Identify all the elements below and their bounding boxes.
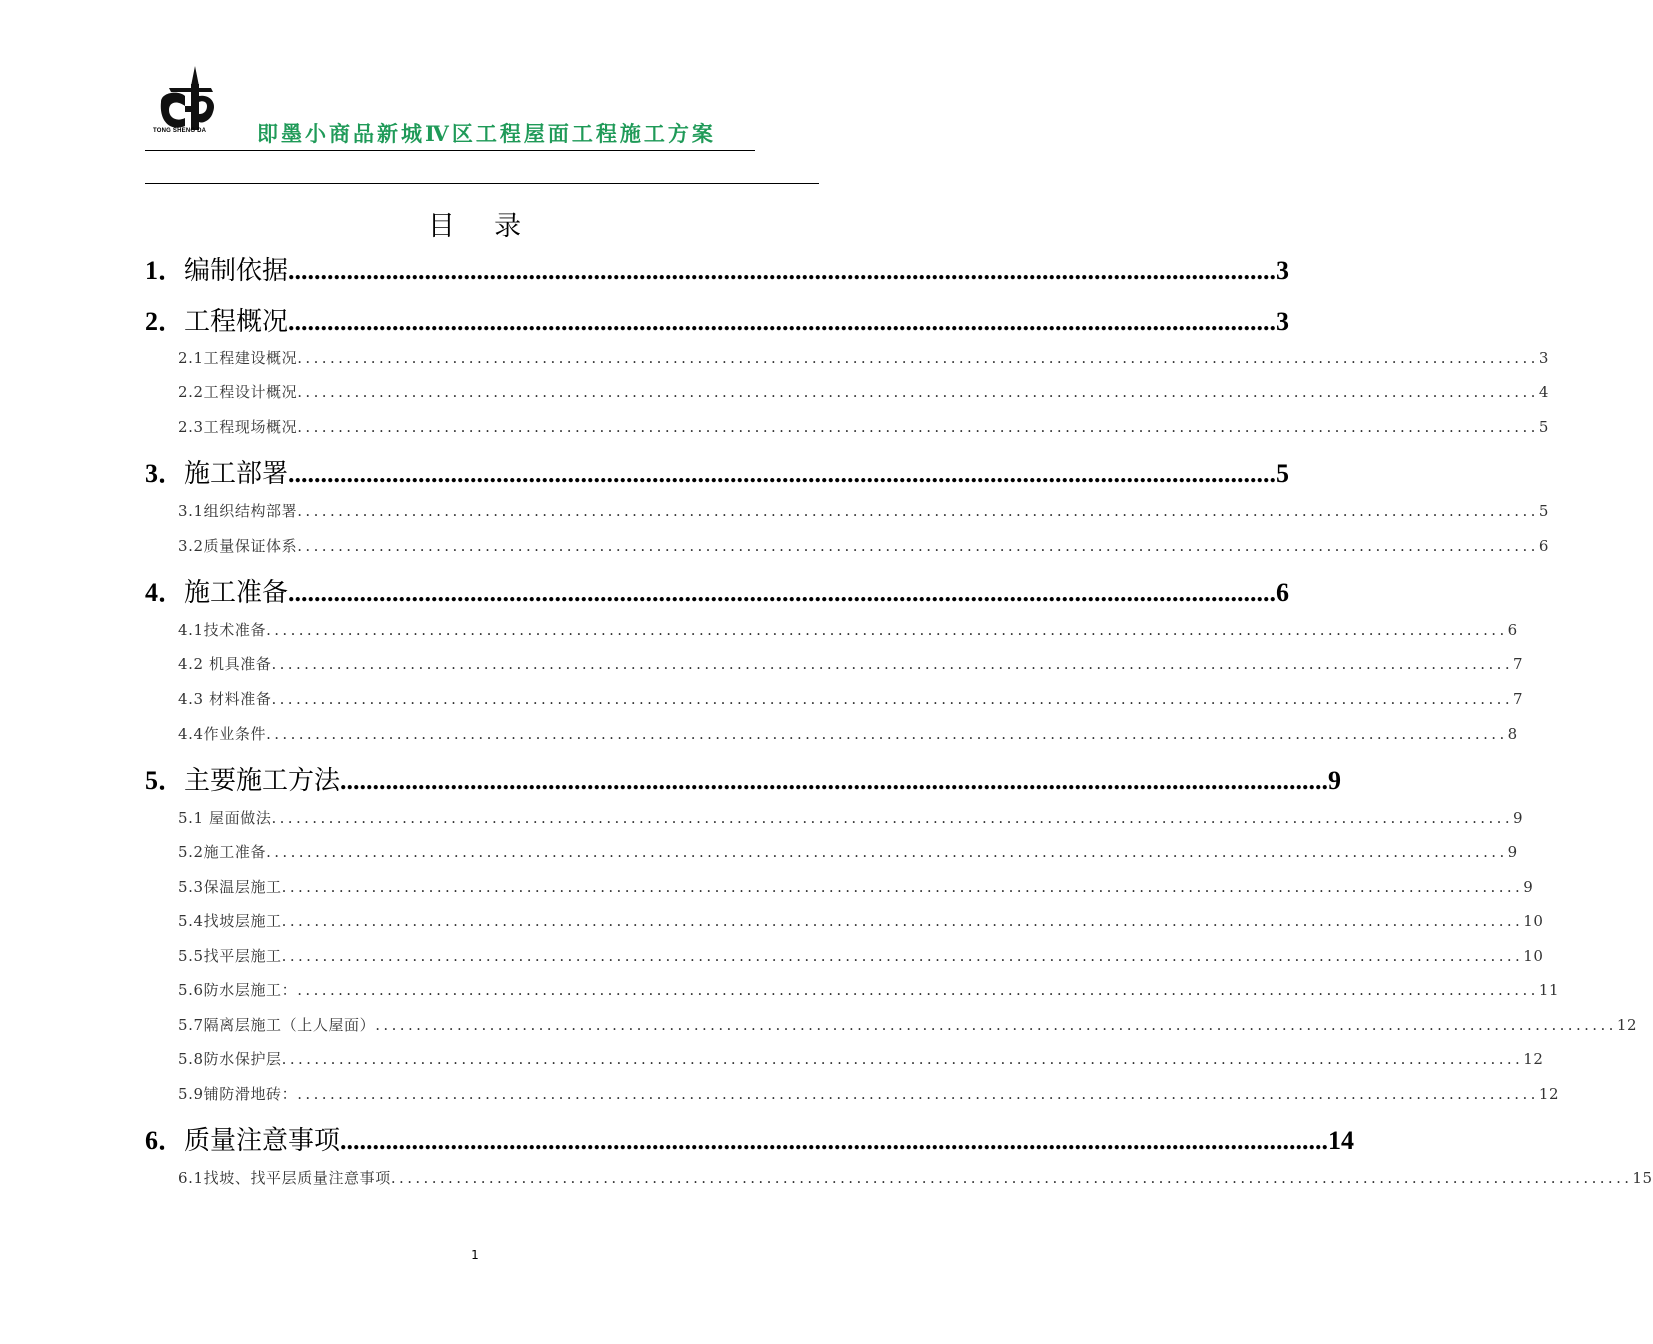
toc-entry-number: 2．	[145, 307, 185, 336]
toc-section-entry[interactable]	[178, 876, 1534, 898]
toc-section-entry[interactable]	[178, 535, 1549, 557]
page-header	[145, 62, 755, 154]
toc-entry-label: 5.8防水保护层	[178, 1050, 282, 1068]
toc-dot-leader: ........................................................................................................................................................	[297, 383, 1539, 401]
toc-section-entry[interactable]	[178, 619, 1518, 641]
toc-entry-page: 12	[1523, 1050, 1544, 1068]
toc-entry-page: 7	[1512, 690, 1524, 708]
toc-entry-page: 9	[1507, 843, 1518, 861]
toc-entry-label: 5.1 屋面做法	[178, 809, 272, 827]
toc-entry-label: 2.2工程设计概况	[178, 383, 298, 401]
toc-entry-page: 10	[1523, 912, 1544, 930]
toc-entry-label: 5.4找坡层施工	[178, 912, 282, 930]
toc-dot-leader: ........................................................................................................................................................	[297, 537, 1539, 555]
toc-chapter-entry[interactable]	[145, 457, 1290, 491]
header-title: 即墨小商品新城Ⅳ区工程屋面工程施工方案	[257, 121, 716, 146]
toc-entry-page: 4	[1538, 383, 1549, 401]
toc-entry-page: 8	[1507, 725, 1518, 743]
toc-entry-label: 5.9铺防滑地砖：	[178, 1085, 298, 1103]
toc-section-entry[interactable]	[178, 1083, 1560, 1105]
toc-dot-leader: ........................................................................................................................................................	[266, 621, 1508, 639]
toc-section-entry[interactable]	[178, 910, 1544, 932]
toc-section-entry[interactable]	[178, 979, 1560, 1001]
toc-entry-page: 9	[1512, 809, 1524, 827]
toc-dot-leader: ........................................................................................................................................................	[271, 690, 1513, 708]
toc-dot-leader: ........................................................................................................................................................	[266, 843, 1508, 861]
toc-section-entry[interactable]	[178, 1014, 1638, 1036]
toc-entry-page: 5	[1538, 418, 1549, 436]
toc-section-entry[interactable]	[178, 688, 1524, 710]
toc-dot-leader: ........................................................................................................................................................	[288, 256, 1277, 285]
toc-dot-leader: ........................................................................................................................................................	[288, 578, 1277, 607]
toc-dot-leader: ........................................................................................................................................................	[266, 725, 1508, 743]
toc-entry-label: 4.4作业条件	[178, 725, 267, 743]
toc-dot-leader: ........................................................................................................................................................	[281, 947, 1524, 965]
toc-entry-page: 9	[1523, 878, 1534, 896]
toc-chapter-entry[interactable]	[145, 1124, 1355, 1158]
toc-entry-label: 3.2质量保证体系	[178, 537, 298, 555]
toc-entry-label: 5.5找平层施工	[178, 947, 282, 965]
toc-section-entry[interactable]	[178, 653, 1524, 675]
header-divider	[145, 150, 755, 151]
toc-entry-label: 质量注意事项	[184, 1126, 341, 1156]
toc-entry-page: 10	[1523, 947, 1544, 965]
toc-entry-page: 5	[1276, 459, 1290, 488]
toc-entry-page: 11	[1538, 981, 1560, 999]
toc-entry-label: 工程概况	[184, 307, 289, 337]
toc-entry-label: 5.3保温层施工	[178, 878, 282, 896]
toc-section-entry[interactable]	[178, 381, 1549, 403]
toc-dot-leader: ........................................................................................................................................................	[340, 766, 1329, 795]
toc-dot-leader: ........................................................................................................................................................	[340, 1126, 1329, 1155]
toc-section-entry[interactable]	[178, 1048, 1544, 1070]
toc-entry-page: 3	[1538, 349, 1549, 367]
toc-dot-leader: ........................................................................................................................................................	[288, 459, 1277, 488]
toc-entry-page: 12	[1616, 1016, 1638, 1034]
toc-dot-leader: ........................................................................................................................................................	[297, 349, 1539, 367]
toc-entry-label: 5.2施工准备	[178, 843, 267, 861]
toc-entry-number: 5．	[145, 766, 185, 795]
toc-entry-page: 6	[1507, 621, 1518, 639]
toc-entry-label: 4.2 机具准备	[178, 655, 272, 673]
toc-entry-label: 6.1找坡、找平层质量注意事项	[178, 1169, 391, 1187]
toc-entry-page: 6	[1538, 537, 1549, 555]
toc-section-entry[interactable]	[178, 1167, 1653, 1189]
toc-dot-leader: ........................................................................................................................................................	[375, 1016, 1617, 1034]
toc-dot-leader: ........................................................................................................................................................	[297, 418, 1539, 436]
toc-entry-page: 9	[1328, 766, 1342, 795]
toc-chapter-entry[interactable]	[145, 764, 1342, 798]
toc-entry-page: 3	[1276, 307, 1290, 336]
toc-chapter-entry[interactable]	[145, 254, 1290, 288]
toc-entry-label: 5.7隔离层施工（上人屋面）	[178, 1016, 376, 1034]
toc-entry-number: 4．	[145, 578, 185, 607]
toc-dot-leader: ........................................................................................................................................................	[281, 912, 1524, 930]
toc-entry-label: 5.6防水层施工：	[178, 981, 298, 999]
toc-entry-number: 1．	[145, 256, 185, 285]
toc-title: 目 录	[427, 211, 523, 242]
toc-dot-leader: ........................................................................................................................................................	[288, 307, 1277, 336]
toc-chapter-entry[interactable]	[145, 305, 1290, 339]
toc-section-entry[interactable]	[178, 945, 1544, 967]
toc-entry-label: 施工部署	[184, 459, 289, 489]
toc-dot-leader: ........................................................................................................................................................	[297, 1085, 1539, 1103]
toc-entry-label: 4.1技术准备	[178, 621, 267, 639]
toc-entry-label: 4.3 材料准备	[178, 690, 272, 708]
page-number: 1	[471, 1248, 479, 1262]
toc-section-entry[interactable]	[178, 500, 1549, 522]
toc-dot-leader: ........................................................................................................................................................	[271, 655, 1513, 673]
toc-entry-label: 3.1组织结构部署	[178, 502, 298, 520]
logo-text: TONG SHENG DA	[153, 128, 207, 134]
toc-entry-page: 3	[1276, 256, 1290, 285]
toc-entry-page: 14	[1328, 1126, 1355, 1155]
toc-dot-leader: ........................................................................................................................................................	[271, 809, 1513, 827]
toc-section-entry[interactable]	[178, 347, 1549, 369]
toc-section-entry[interactable]	[178, 416, 1549, 438]
toc-dot-leader: ........................................................................................................................................................	[281, 1050, 1524, 1068]
toc-entry-page: 7	[1512, 655, 1524, 673]
toc-entry-label: 施工准备	[184, 578, 289, 608]
toc-dot-leader: ........................................................................................................................................................	[297, 981, 1539, 999]
toc-entry-page: 6	[1276, 578, 1290, 607]
toc-entry-label: 2.3工程现场概况	[178, 418, 298, 436]
toc-entry-label: 2.1工程建设概况	[178, 349, 298, 367]
toc-dot-leader: ........................................................................................................................................................	[297, 502, 1539, 520]
toc-dot-leader: ........................................................................................................................................................	[390, 1169, 1633, 1187]
toc-entry-label: 编制依据	[184, 256, 289, 286]
toc-chapter-entry[interactable]	[145, 576, 1290, 610]
toc-section-entry[interactable]	[178, 723, 1518, 745]
toc-entry-number: 3．	[145, 459, 185, 488]
toc-entry-label: 主要施工方法	[184, 766, 341, 796]
toc-dot-leader: ........................................................................................................................................................	[281, 878, 1524, 896]
toc-section-entry[interactable]	[178, 841, 1518, 863]
toc-entry-number: 6．	[145, 1126, 185, 1155]
content-divider	[145, 183, 819, 184]
toc-entry-page: 15	[1632, 1169, 1653, 1187]
toc-entry-page: 12	[1538, 1085, 1560, 1103]
toc-entry-page: 5	[1538, 502, 1549, 520]
toc-section-entry[interactable]	[178, 807, 1524, 829]
